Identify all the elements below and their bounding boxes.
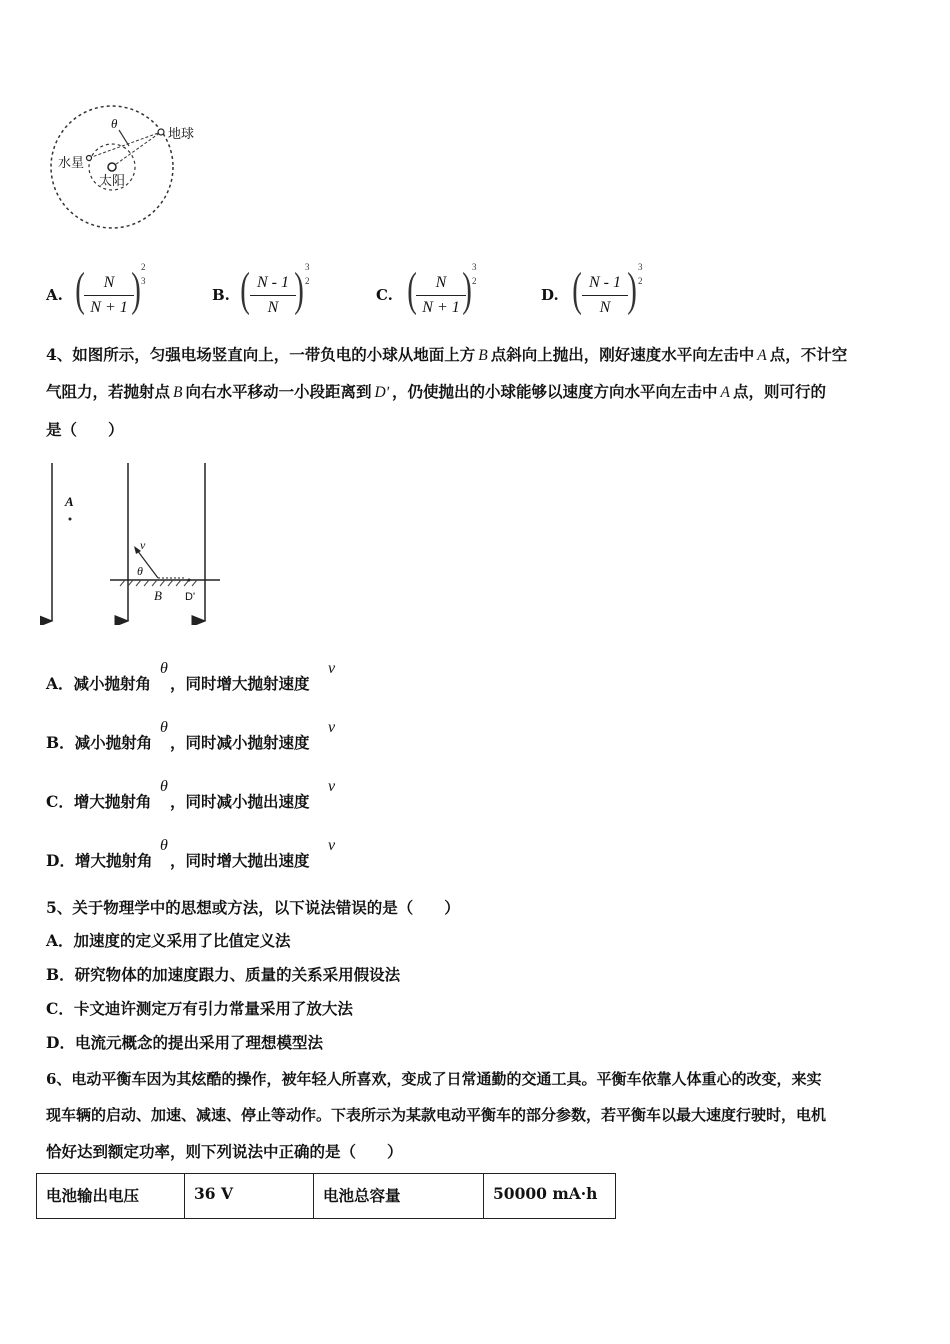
fig2-label-d: D' xyxy=(185,591,196,603)
q3-option-label: D. xyxy=(541,286,559,304)
fig2-label-a: A xyxy=(65,494,74,509)
fig1-angle-label: θ xyxy=(111,116,118,131)
text: 点，不计空 xyxy=(769,345,848,364)
earth-dot xyxy=(158,129,164,135)
table-cell: 电池输出电压 xyxy=(37,1174,185,1219)
fig1-sun-label: 太阳 xyxy=(99,174,126,189)
parameter-table xyxy=(36,1173,616,1219)
point-d-dot xyxy=(188,579,191,582)
mercury-dot xyxy=(87,156,92,161)
exponent-bottom: 2 xyxy=(638,276,643,286)
point-a: A xyxy=(720,384,730,401)
fig1-earth-label: 地球 xyxy=(168,127,195,142)
table-row xyxy=(37,1174,616,1219)
left-paren: ( xyxy=(407,263,417,316)
q5-option-b: B．研究物体的加速度跟力、质量的关系采用假设法 xyxy=(46,965,401,984)
v-symbol: v xyxy=(328,837,336,854)
v-symbol: v xyxy=(328,660,336,677)
q4-option-text: ，同时减小抛出速度 xyxy=(170,792,310,811)
text: 向右水平移动一小段距离到 xyxy=(185,382,372,401)
q5-option-a: A．加速度的定义采用了比值定义法 xyxy=(46,931,291,950)
exponent-bottom: 2 xyxy=(305,276,310,286)
exponent-top: 3 xyxy=(472,262,477,272)
fraction: N - 1 N xyxy=(250,272,296,319)
sight-line-2 xyxy=(112,132,161,167)
fraction: N N + 1 xyxy=(84,272,134,319)
fig2-label-v: v xyxy=(140,538,146,552)
text: 点斜向上抛出，刚好速度水平向左击中 xyxy=(490,345,755,364)
point-a: A xyxy=(757,347,767,364)
q6-stem-line-3: 恰好达到额定功率，则下列说法中正确的是（ ） xyxy=(46,1142,403,1161)
sight-line-1 xyxy=(89,132,161,158)
right-paren: ) xyxy=(627,263,637,316)
exponent-top: 2 xyxy=(141,262,146,272)
table-cell: 电池总容量 xyxy=(314,1174,484,1219)
q5-stem: 5、关于物理学中的思想或方法，以下说法错误的是（ ） xyxy=(46,898,460,917)
q4-stem-line-1 xyxy=(46,345,847,366)
q4-option-label: D．增大抛射角 xyxy=(46,851,153,870)
fig1-mercury-label: 水星 xyxy=(58,156,85,171)
q4-option-text: ，同时增大抛射速度 xyxy=(170,674,310,693)
q4-stem-line-3: 是（ ） xyxy=(46,420,124,439)
table-cell: 36 V xyxy=(185,1174,314,1219)
fraction: N - 1 N xyxy=(582,272,628,319)
theta-symbol: θ xyxy=(160,719,168,736)
q4-option-text: ，同时减小抛射速度 xyxy=(170,733,310,752)
q6-stem-line-2: 现车辆的启动、加速、减速、停止等动作。下表所示为某款电动平衡车的部分参数，若平衡车以最大速度行驶时，电机 xyxy=(46,1106,827,1124)
v-symbol: v xyxy=(328,719,336,736)
q3-option-label: C. xyxy=(376,286,393,304)
q4-option-label: B．减小抛射角 xyxy=(46,733,153,752)
fig2-label-theta: θ xyxy=(137,564,143,578)
q4-option-text: ，同时增大抛出速度 xyxy=(170,851,310,870)
text: 点，则可行的 xyxy=(733,382,827,401)
q6-stem-line-1: 6、电动平衡车因为其炫酷的操作，被年轻人所喜欢，变成了日常通勤的交通工具。平衡车依靠人体重心的改变，来实 xyxy=(46,1070,822,1088)
text: 气阻力，若抛射点 xyxy=(46,382,171,401)
q3-option-label: A. xyxy=(46,286,63,304)
right-paren: ) xyxy=(462,263,472,316)
q4-stem-line-2 xyxy=(46,382,826,403)
point-b: B xyxy=(173,384,183,401)
left-paren: ( xyxy=(240,263,250,316)
fraction: N N + 1 xyxy=(416,272,466,319)
fig2-label-b: B xyxy=(154,588,162,603)
q5-option-d: D．电流元概念的提出采用了理想模型法 xyxy=(46,1033,323,1052)
table-cell: 50000 mA·h xyxy=(484,1174,616,1219)
exponent-bottom: 2 xyxy=(472,276,477,286)
exponent-top: 3 xyxy=(638,262,643,272)
right-paren: ) xyxy=(131,263,141,316)
q3-option-label: B. xyxy=(212,286,230,304)
exponent-top: 3 xyxy=(305,262,310,272)
theta-symbol: θ xyxy=(160,837,168,854)
exponent-bottom: 3 xyxy=(141,276,146,286)
right-paren: ) xyxy=(294,263,304,316)
point-b: B xyxy=(478,347,488,364)
v-symbol: v xyxy=(328,778,336,795)
q5-option-c: C．卡文迪许测定万有引力常量采用了放大法 xyxy=(46,999,353,1018)
q4-option-label: C．增大抛射角 xyxy=(46,792,152,811)
text: 4、如图所示，匀强电场竖直向上，一带负电的小球从地面上方 xyxy=(46,345,476,364)
point-d: Dʹ xyxy=(374,384,390,401)
ground-hatch xyxy=(120,580,197,586)
field-diagram xyxy=(40,455,230,625)
theta-symbol: θ xyxy=(160,660,168,677)
left-paren: ( xyxy=(75,263,85,316)
left-paren: ( xyxy=(572,263,582,316)
text: ，仍使抛出的小球能够以速度方向水平向左击中 xyxy=(392,382,718,401)
point-a-dot xyxy=(69,518,72,521)
theta-symbol: θ xyxy=(160,778,168,795)
angle-mark xyxy=(119,130,129,146)
q4-option-label: A．减小抛射角 xyxy=(46,674,152,693)
